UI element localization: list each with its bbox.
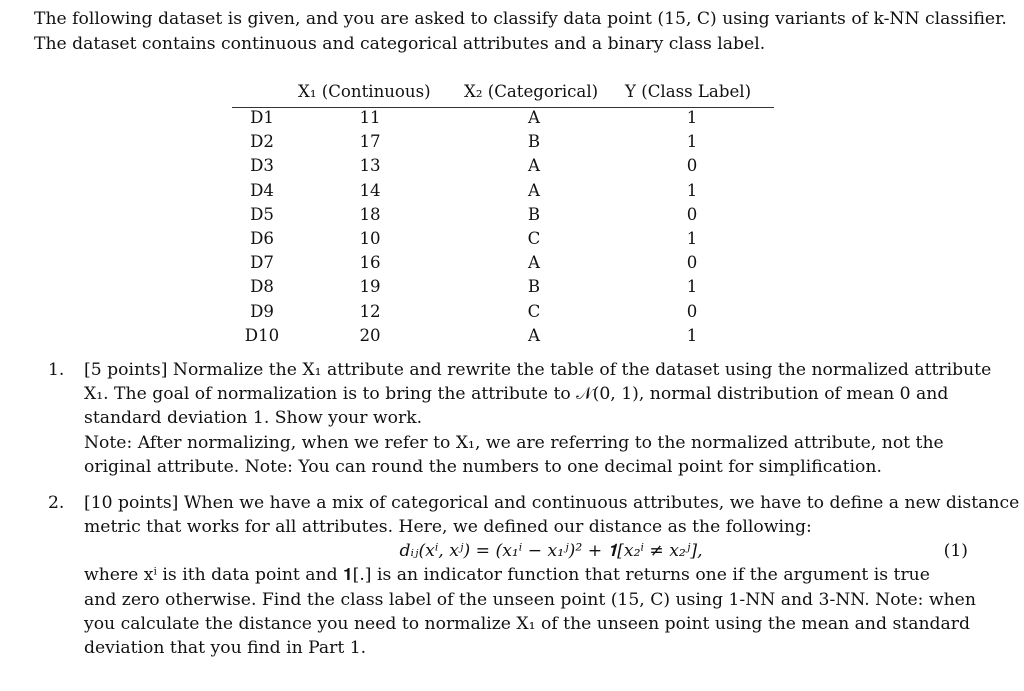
- question-1-line: Note: After normalizing, when we refer to X₁, we are referring to the normalized attribute, not the: [84, 432, 944, 453]
- row-y: 1: [686, 229, 698, 248]
- intro-line-2: The dataset contains continuous and categorical attributes and a binary class label.: [34, 33, 766, 54]
- header-x1: X₁ (Continuous): [298, 82, 431, 101]
- table-row: [232, 156, 774, 180]
- intro-paragraph: [34, 7, 1007, 56]
- table-row: [232, 302, 774, 326]
- row-y: 1: [686, 325, 698, 345]
- table-row: [232, 253, 774, 277]
- row-id: D7: [250, 253, 274, 273]
- table-row: [232, 181, 774, 205]
- intro-line-1: The following dataset is given, and you are asked to classify data point (15, C) using variants of k-NN classifier.: [34, 9, 1007, 29]
- table-header: [232, 80, 774, 108]
- row-id: D5: [250, 204, 274, 224]
- row-id: D6: [250, 229, 274, 248]
- row-id: D3: [250, 156, 274, 176]
- row-x1: 11: [359, 108, 381, 127]
- question-2-number: 2.: [48, 493, 65, 514]
- row-id: D10: [244, 325, 280, 345]
- row-x2: B: [527, 204, 541, 224]
- row-id: D2: [250, 132, 274, 152]
- row-x2: A: [528, 253, 540, 273]
- question-2-line: deviation that you find in Part 1.: [84, 638, 367, 659]
- question-1: [48, 358, 992, 479]
- question-1-line: original attribute. Note: You can round the numbers to one decimal point for simplification.: [84, 456, 882, 477]
- question-list: [48, 358, 1020, 660]
- distance-equation: [84, 539, 978, 563]
- table-row: [232, 205, 774, 229]
- row-y: 0: [686, 301, 698, 321]
- row-id: D8: [250, 277, 274, 297]
- row-x1: 20: [359, 325, 381, 345]
- row-x1: 14: [359, 180, 381, 200]
- row-x2: B: [527, 277, 541, 297]
- question-1-number: 1.: [48, 360, 65, 380]
- row-x2: C: [527, 229, 541, 248]
- row-x1: 10: [359, 229, 381, 248]
- row-y: 0: [686, 156, 698, 176]
- question-2: [48, 491, 1020, 660]
- question-2-line: where xⁱ is ith data point and 𝟏[.] is an indicator function that returns one if the argument is true: [84, 565, 930, 586]
- row-id: D4: [250, 180, 274, 200]
- table-row: [232, 132, 774, 156]
- row-y: 1: [686, 108, 698, 127]
- row-x1: 16: [359, 253, 381, 273]
- row-x2: A: [528, 108, 540, 127]
- question-2-line: you calculate the distance you need to normalize X₁ of the unseen point using the mean and standard: [84, 613, 970, 634]
- table-row: [232, 277, 774, 301]
- row-y: 1: [686, 180, 698, 200]
- header-y: Y (Class Label): [625, 82, 752, 101]
- row-x2: B: [527, 132, 541, 152]
- row-x1: 18: [359, 204, 381, 224]
- row-x2: A: [528, 180, 540, 200]
- table-row: [232, 229, 774, 253]
- row-x1: 13: [359, 156, 381, 176]
- question-2-line: metric that works for all attributes. Here, we defined our distance as the following:: [84, 517, 812, 538]
- question-1-line: X₁. The goal of normalization is to bring the attribute to 𝒩(0, 1), normal distribution of mean 0 and: [84, 384, 949, 405]
- row-x1: 17: [359, 132, 381, 152]
- row-id: D9: [250, 301, 274, 321]
- table-row: [232, 108, 774, 132]
- equation-number: (1): [943, 541, 968, 562]
- row-id: D1: [250, 108, 274, 127]
- question-2-line: and zero otherwise. Find the class label of the unseen point (15, C) using 1-NN and 3-NN. Note: when: [84, 589, 976, 610]
- row-x2: A: [528, 156, 540, 176]
- question-1-line: standard deviation 1. Show your work.: [84, 408, 423, 429]
- row-y: 0: [686, 253, 698, 273]
- row-x2: C: [527, 301, 541, 321]
- question-1-line: [5 points] Normalize the X₁ attribute and rewrite the table of the dataset using the normalized attribute: [84, 360, 992, 380]
- row-y: 1: [686, 277, 698, 297]
- row-y: 1: [686, 132, 698, 152]
- table-row: [232, 326, 774, 350]
- header-x2: X₂ (Categorical): [464, 82, 599, 101]
- row-x1: 19: [359, 277, 381, 297]
- row-y: 0: [686, 204, 698, 224]
- equation-text: dᵢⱼ(xⁱ, xʲ) = (x₁ⁱ − x₁ʲ)² + 𝟏[x₂ⁱ ≠ x₂ʲ],: [399, 541, 703, 562]
- row-x2: A: [528, 325, 540, 345]
- question-2-line: [10 points] When we have a mix of categorical and continuous attributes, we have to define a new distance: [84, 493, 1020, 514]
- row-x1: 12: [359, 301, 381, 321]
